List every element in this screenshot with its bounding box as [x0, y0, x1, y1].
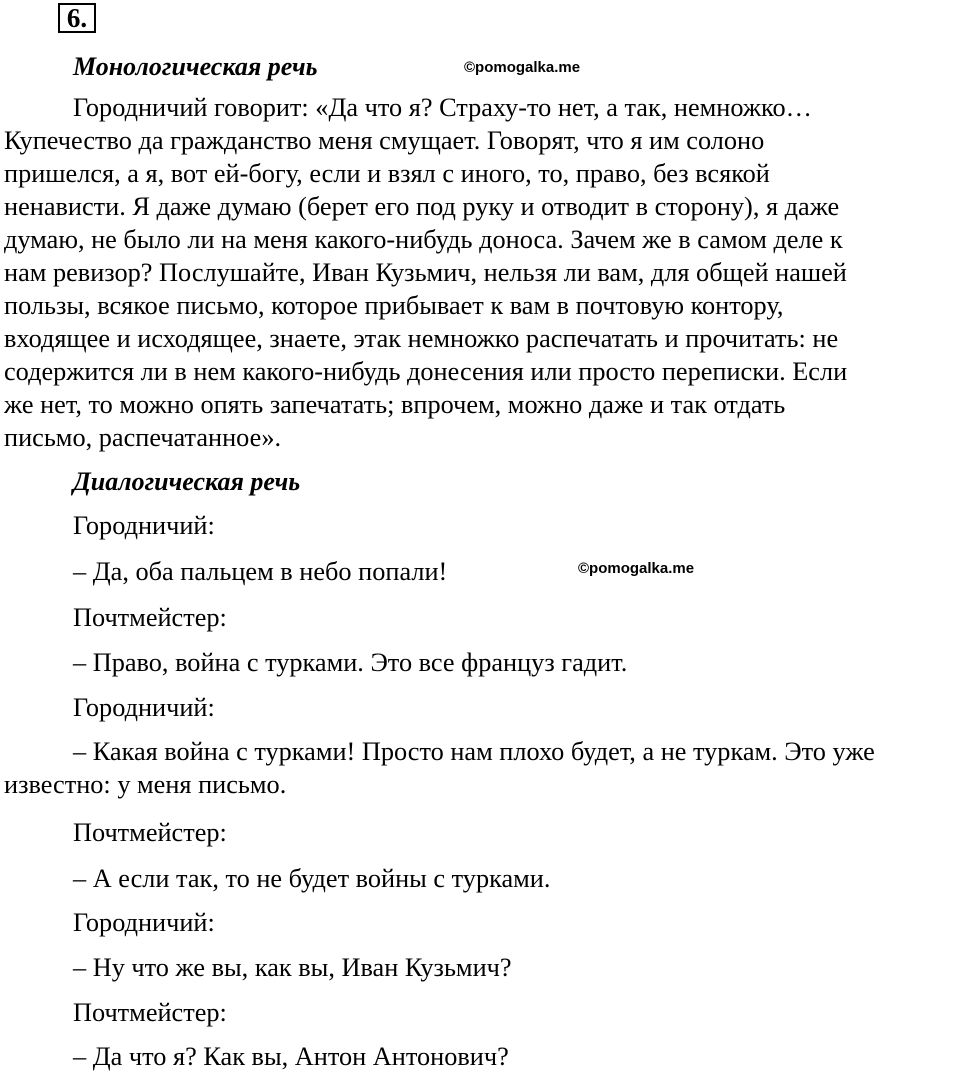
watermark-mid: ©pomogalka.me	[578, 560, 695, 577]
dialogue-reply: – А если так, то не будет войны с турками.	[73, 864, 551, 893]
dialogue-speaker: Городничий:	[73, 693, 215, 722]
monologue-line: Городничий говорит: «Да что я? Страху-то нет, а так, немножко…	[73, 93, 812, 122]
dialogue-reply: – Право, война с турками. Это все француз гадит.	[73, 648, 628, 677]
task-number-box: 6.	[58, 3, 96, 33]
monologue-line: нам ревизор? Послушайте, Иван Кузьмич, нельзя ли вам, для общей нашей	[4, 258, 847, 287]
dialogue-speaker: Городничий:	[73, 908, 215, 937]
dialogue-reply: – Да что я? Как вы, Антон Антонович?	[73, 1042, 509, 1071]
monologue-paragraph	[4, 91, 960, 454]
monologue-line: содержится ли в нем какого-нибудь донесения или просто переписки. Если	[4, 357, 848, 386]
dialogue-speaker: Почтмейстер:	[73, 818, 227, 847]
dialogue-reply-line: – Какая война с турками! Просто нам плохо будет, а не туркам. Это уже	[73, 737, 875, 766]
dialogue-reply: – Ну что же вы, как вы, Иван Кузьмич?	[73, 953, 512, 982]
monologue-line: письмо, распечатанное».	[4, 423, 282, 452]
monologue-line: пришелся, а я, вот ей-богу, если и взял с иного, то, право, без всякой	[4, 159, 770, 188]
monologue-heading: Монологическая речь	[73, 52, 318, 81]
dialogue-long-reply	[4, 735, 960, 801]
watermark-top: ©pomogalka.me	[464, 59, 581, 76]
dialogue-heading: Диалогическая речь	[73, 467, 301, 496]
monologue-line: думаю, не было ли на меня какого-нибудь доноса. Зачем же в самом деле к	[4, 225, 843, 254]
monologue-line: пользы, всякое письмо, которое прибывает к вам в почтовую контору,	[4, 291, 784, 320]
dialogue-reply: – Да, оба пальцем в небо попали!	[73, 557, 448, 586]
dialogue-speaker: Почтмейстер:	[73, 603, 227, 632]
monologue-line: входящее и исходящее, знаете, этак немножко распечатать и прочитать: не	[4, 324, 839, 353]
dialogue-reply-line: известно: у меня письмо.	[4, 770, 287, 799]
monologue-line: ненависти. Я даже думаю (берет его под руку и отводит в сторону), я даже	[4, 192, 840, 221]
dialogue-speaker: Почтмейстер:	[73, 998, 227, 1027]
monologue-line: же нет, то можно опять запечатать; впрочем, можно даже и так отдать	[4, 390, 786, 419]
dialogue-speaker: Городничий:	[73, 511, 215, 540]
monologue-line: Купечество да гражданство меня смущает. Говорят, что я им солоно	[4, 126, 765, 155]
